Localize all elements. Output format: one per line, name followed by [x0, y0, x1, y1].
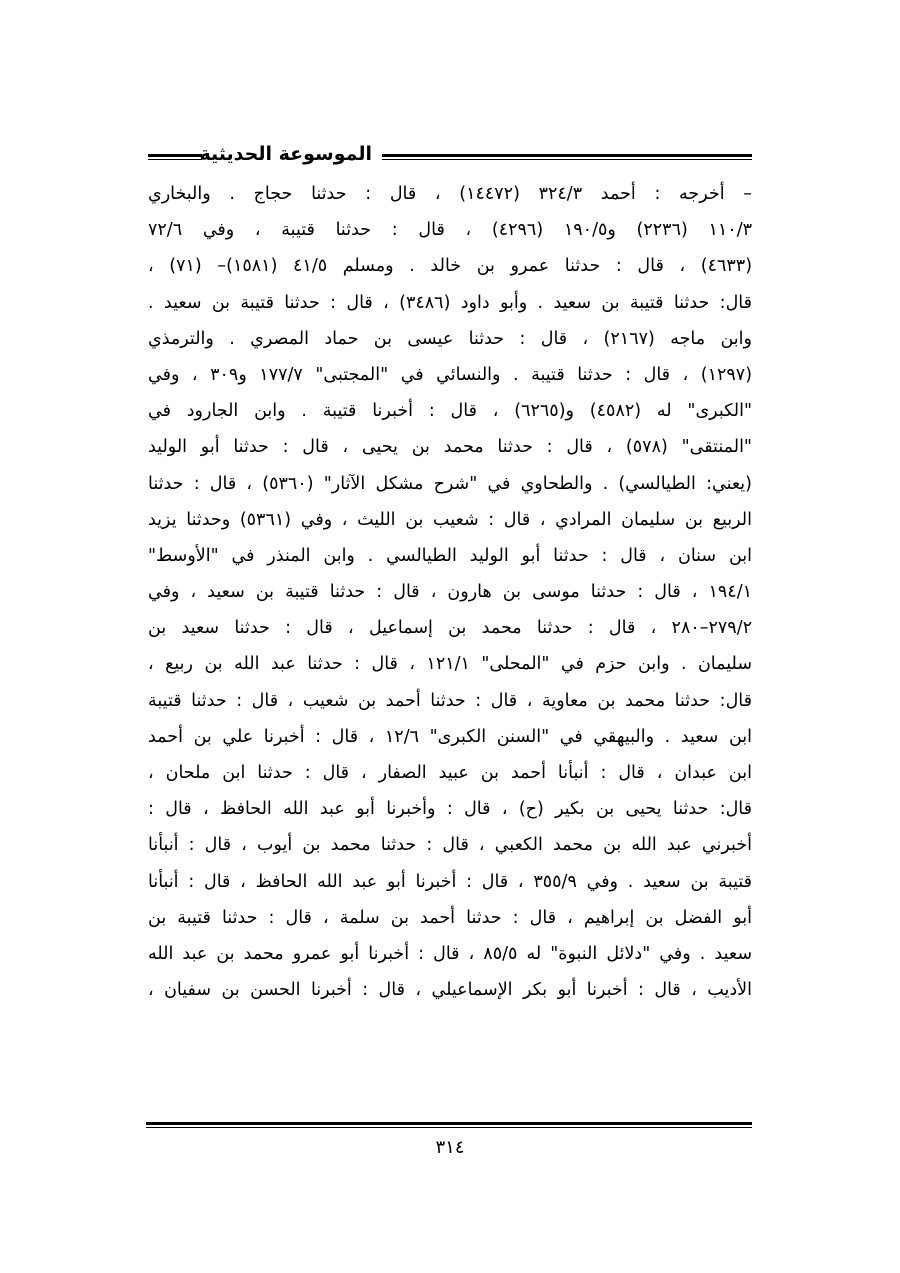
- text-line: سليمان . وابن حزم في "المحلى" ١٢١/١ ، قال : حدثنا عبد الله بن ربيع ،: [148, 654, 752, 675]
- hadith-takhrij-text: [148, 176, 752, 1008]
- text-line: "الكبرى" له (٤٥٨٢) و(٦٢٦٥) ، قال : أخبرنا قتيبة . وابن الجارود في: [148, 401, 752, 422]
- text-line: "المنتقى" (٥٧٨) ، قال : حدثنا محمد بن يحيى ، قال : حدثنا أبو الوليد: [148, 437, 752, 458]
- text-line: (٤٦٣٣) ، قال : حدثنا عمرو بن خالد . ومسلم ٤١/٥ (١٥٨١)– (٧١) ،: [148, 256, 752, 277]
- text-line: الربيع بن سليمان المرادي ، قال : شعيب بن الليث ، وفي (٥٣٦١) وحدثنا يزيد: [148, 509, 752, 530]
- header-title: الموسوعة الحديثية: [199, 143, 372, 165]
- text-line: قتيبة بن سعيد . وفي ٣٥٥/٩ ، قال : أخبرنا أبو عبد الله الحافظ ، قال : أنبأنا: [148, 871, 752, 892]
- text-line: الأديب ، قال : أخبرنا أبو بكر الإسماعيلي ، قال : أخبرنا الحسن بن سفيان ،: [148, 980, 752, 1001]
- running-header: [148, 138, 752, 174]
- text-line: ١١٠/٣ (٢٢٣٦) و١٩٠/٥ (٤٢٩٦) ، قال : حدثنا قتيبة ، وفي ٧٢/٦: [148, 220, 752, 241]
- text-line: وابن ماجه (٢١٦٧) ، قال : حدثنا عيسى بن حماد المصري . والترمذي: [148, 328, 752, 349]
- page-number: ٣١٤: [435, 1137, 465, 1158]
- text-line: قال: حدثنا قتيبة بن سعيد . وأبو داود (٣٤٨٦) ، قال : حدثنا قتيبة بن سعيد .: [148, 292, 752, 313]
- text-line: سعيد . وفي "دلائل النبوة" له ٨٥/٥ ، قال : أخبرنا أبو عمرو محمد بن عبد الله: [148, 943, 752, 964]
- text-line: ابن سنان ، قال : حدثنا أبو الوليد الطيالسي . وابن المنذر في "الأوسط": [148, 545, 752, 566]
- text-line: أبو الفضل بن إبراهيم ، قال : حدثنا أحمد بن سلمة ، قال : حدثنا قتيبة بن: [148, 907, 752, 928]
- text-line: قال: حدثنا محمد بن معاوية ، قال : حدثنا أحمد بن شعيب ، قال : حدثنا قتيبة: [148, 690, 752, 711]
- text-line: (يعني: الطيالسي) . والطحاوي في "شرح مشكل الآثار" (٥٣٦٠) ، قال : حدثنا: [148, 473, 752, 494]
- footer-rule: [146, 1122, 752, 1128]
- text-line: قال: حدثنا يحيى بن بكير (ح) ، قال : وأخبرنا أبو عبد الله الحافظ ، قال :: [148, 799, 752, 820]
- header-rule-right: [382, 154, 752, 160]
- text-line: أخبرني عبد الله بن محمد الكعبي ، قال : حدثنا محمد بن أيوب ، قال : أنبأنا: [148, 835, 752, 856]
- text-line: ابن عبدان ، قال : أنبأنا أحمد بن عبيد الصفار ، قال : حدثنا ابن ملحان ،: [148, 763, 752, 783]
- text-line: ٢٧٩/٢–٢٨٠ ، قال : حدثنا محمد بن إسماعيل ، قال : حدثنا سعيد بن: [148, 618, 752, 639]
- text-line: ١٩٤/١ ، قال : حدثنا موسى بن هارون ، قال : حدثنا قتيبة بن سعيد ، وفي: [148, 582, 752, 603]
- header-rule-left: [148, 154, 202, 160]
- text-line: – أخرجه : أحمد ٣٢٤/٣ (١٤٤٧٢) ، قال : حدثنا حجاج . والبخاري: [148, 184, 752, 204]
- text-line: ابن سعيد . والبيهقي في "السنن الكبرى" ١٢/٦ ، قال : أخبرنا علي بن أحمد: [148, 726, 752, 747]
- text-line: (١٢٩٧) ، قال : حدثنا قتيبة . والنسائي في "المجتبى" ١٧٧/٧ و٣٠٩ ، وفي: [148, 364, 752, 385]
